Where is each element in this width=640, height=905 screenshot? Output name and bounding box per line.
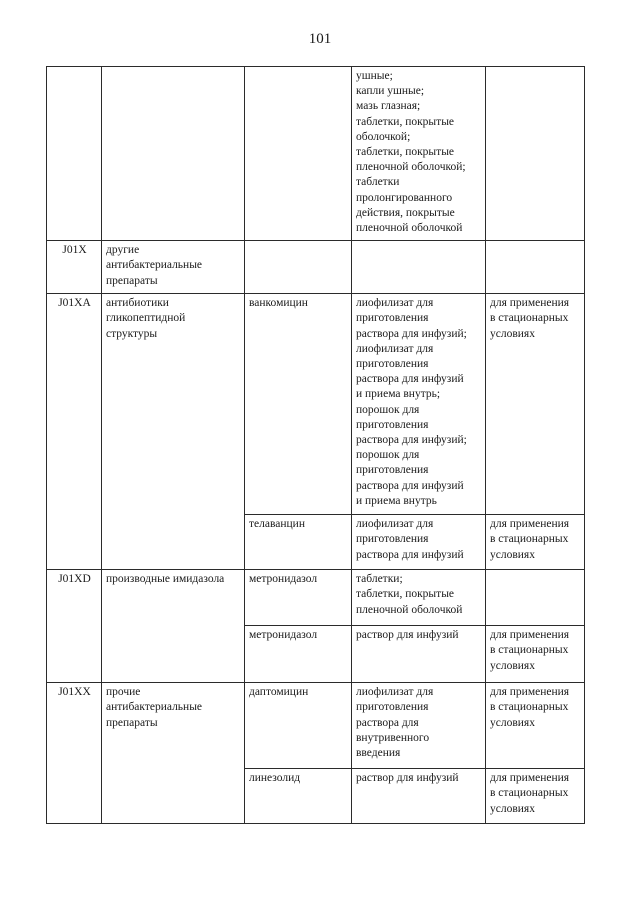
cell-line: в стационарных [490, 533, 569, 546]
dosage-form-cell [352, 626, 486, 683]
cell-line: антибактериальные [106, 259, 203, 272]
cell-line: раствора для инфузий; [356, 327, 467, 340]
cell-line: пролонгированного [356, 191, 453, 204]
atc-code-cell: J01XX [47, 683, 102, 824]
cell-line: таблетки, покрытые [356, 146, 455, 159]
cell-line: телаванцин [249, 518, 305, 531]
cell-line: условиях [490, 659, 535, 672]
drug-cell [245, 67, 352, 241]
cell-line: препараты [106, 716, 158, 729]
cell-line: условиях [490, 327, 535, 340]
group-cell [102, 241, 245, 294]
cell-line: другие [106, 244, 140, 257]
cell-line: порошок для [356, 403, 420, 416]
atc-code-cell: J01XA [47, 294, 102, 570]
cell-line: гликопептидной [106, 312, 186, 325]
cell-line: для применения [490, 629, 570, 642]
page-number: 101 [308, 31, 332, 47]
cell-line: приготовления [356, 533, 429, 546]
cell-line: в стационарных [490, 701, 569, 714]
cell-line: лиофилизат для [356, 342, 434, 355]
cell-line: линезолид [249, 772, 301, 785]
group-cell [102, 294, 245, 570]
cell-line: производные имидазола [106, 573, 225, 586]
drug-cell [245, 683, 352, 769]
atc-code-cell: J01XD [47, 570, 102, 683]
group-cell [102, 67, 245, 241]
notes-cell [486, 683, 585, 769]
cell-line: введения [356, 747, 401, 760]
cell-line: структуры [106, 327, 158, 340]
cell-line: даптомицин [249, 686, 309, 699]
cell-line: раствора для [356, 716, 419, 729]
cell-line: приготовления [356, 358, 429, 371]
cell-line: условиях [490, 548, 535, 561]
cell-line: приготовления [356, 312, 429, 325]
cell-line: препараты [106, 274, 158, 287]
dosage-form-cell [352, 241, 486, 294]
drug-cell [245, 241, 352, 294]
cell-line: таблетки; [356, 573, 403, 586]
table-row [47, 67, 585, 241]
cell-line: порошок для [356, 449, 420, 462]
cell-line: таблетки, покрытые [356, 588, 455, 601]
notes-cell [486, 769, 585, 824]
atc-code-cell [47, 67, 102, 241]
drug-cell [245, 570, 352, 626]
cell-line: мазь глазная; [356, 100, 421, 113]
drug-cell [245, 515, 352, 570]
cell-line: для применения [490, 297, 570, 310]
drug-cell [245, 626, 352, 683]
cell-line: антибиотики [106, 297, 169, 310]
cell-line: раствора для инфузий; [356, 434, 467, 447]
cell-line: в стационарных [490, 787, 569, 800]
notes-cell [486, 67, 585, 241]
cell-line: в стационарных [490, 312, 569, 325]
notes-cell [486, 570, 585, 626]
cell-line: раствора для инфузий [356, 373, 464, 386]
cell-line: метронидазол [249, 629, 318, 642]
cell-line: капли ушные; [356, 85, 425, 98]
notes-cell [486, 241, 585, 294]
cell-line: внутривенного [356, 731, 430, 744]
cell-line: прочие [106, 686, 141, 699]
cell-line: антибактериальные [106, 701, 203, 714]
cell-line: метронидазол [249, 573, 318, 586]
table-row [47, 683, 585, 769]
cell-line: лиофилизат для [356, 686, 434, 699]
cell-line: таблетки [356, 176, 400, 189]
cell-line: и приема внутрь; [356, 388, 441, 401]
dosage-form-cell [352, 769, 486, 824]
cell-line: приготовления [356, 418, 429, 431]
dosage-form-cell [352, 294, 486, 515]
cell-line: пленочной оболочкой [356, 222, 463, 235]
table-row [47, 570, 585, 626]
cell-line: для применения [490, 686, 570, 699]
atc-code-cell: J01X [47, 241, 102, 294]
cell-line: действия, покрытые [356, 206, 455, 219]
dosage-form-cell [352, 67, 486, 241]
dosage-form-cell [352, 515, 486, 570]
dosage-form-cell [352, 683, 486, 769]
group-cell [102, 570, 245, 683]
cell-line: пленочной оболочкой [356, 603, 463, 616]
drug-table [46, 66, 585, 824]
notes-cell [486, 626, 585, 683]
cell-line: пленочной оболочкой; [356, 161, 466, 174]
cell-line: условиях [490, 802, 535, 815]
cell-line: и приема внутрь [356, 494, 437, 507]
cell-line: ванкомицин [249, 297, 308, 310]
notes-cell [486, 294, 585, 515]
cell-line: для применения [490, 518, 570, 531]
drug-cell [245, 769, 352, 824]
drug-cell [245, 294, 352, 515]
cell-line: приготовления [356, 464, 429, 477]
dosage-form-cell [352, 570, 486, 626]
cell-line: раствор для инфузий [356, 629, 459, 642]
cell-line: лиофилизат для [356, 297, 434, 310]
cell-line: для применения [490, 772, 570, 785]
cell-line: лиофилизат для [356, 518, 434, 531]
cell-line: таблетки, покрытые [356, 115, 455, 128]
cell-line: оболочкой; [356, 130, 411, 143]
table-row [47, 241, 585, 294]
cell-line: ушные; [356, 70, 393, 82]
notes-cell [486, 515, 585, 570]
cell-line: условиях [490, 716, 535, 729]
cell-line: приготовления [356, 701, 429, 714]
cell-line: в стационарных [490, 644, 569, 657]
cell-line: раствор для инфузий [356, 772, 459, 785]
table-row [47, 294, 585, 515]
group-cell [102, 683, 245, 824]
cell-line: раствора для инфузий [356, 479, 464, 492]
cell-line: раствора для инфузий [356, 548, 464, 561]
